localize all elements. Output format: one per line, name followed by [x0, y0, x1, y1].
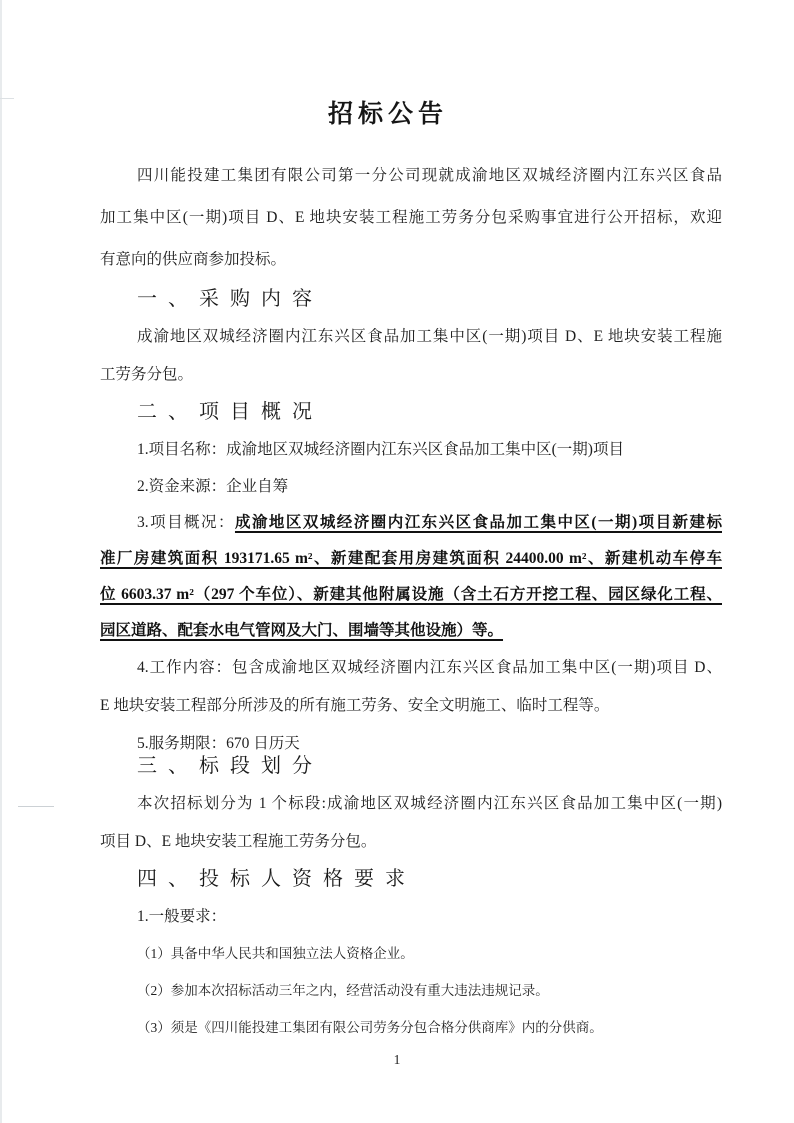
- text-line: [100, 468, 722, 505]
- text-line: [100, 505, 722, 541]
- bold-underlined-text-run: 位 6603.37 m²（297 个车位）、新建其他附属设施（含土石方开挖工程、园区绿化工程、: [100, 586, 722, 603]
- text-line: [100, 577, 722, 613]
- text-line: [100, 861, 722, 898]
- text-line: [100, 898, 722, 935]
- document-title: 招标公告: [327, 101, 448, 128]
- text-run: E 地块安装工程部分所涉及的所有施工劳务、安全文明施工、临时工程等。: [100, 697, 610, 714]
- scan-artifact-scratch-top: [0, 98, 14, 99]
- document-blocks: [100, 155, 722, 1046]
- requirement-3: [100, 1009, 722, 1046]
- text-line: [100, 613, 722, 649]
- text-run: 一、采购内容: [137, 288, 323, 310]
- intro-paragraph: [100, 155, 722, 281]
- project-name-item: [100, 431, 722, 468]
- scan-artifact-scratch-middle: [18, 806, 54, 807]
- section-2-heading: [100, 394, 722, 431]
- text-run: 1.项目名称：成渝地区双城经济圈内江东兴区食品加工集中区(一期)项目: [137, 441, 624, 458]
- text-run: （2）参加本次招标活动三年之内，经营活动没有重大违法违规记录。: [137, 983, 549, 998]
- text-run: 本次招标划分为 1 个标段:成渝地区双城经济圈内江东兴区食品加工集中区(一期): [137, 795, 722, 812]
- text-line: [100, 431, 722, 468]
- text-line: [100, 748, 722, 785]
- text-run: 有意向的供应商参加投标。: [100, 251, 287, 268]
- bold-underlined-text-run: 准厂房建筑面积 193171.65 m²、新建配套用房建筑面积 24400.00 m²、新建机动车停车: [100, 550, 722, 567]
- text-run: 加工集中区(一期)项目 D、E 地块安装工程施工劳务分包采购事宜进行公开招标，欢迎: [100, 209, 722, 226]
- bold-underlined-text-run: 成渝地区双城经济圈内江东兴区食品加工集中区(一期)项目新建标: [234, 514, 722, 531]
- text-line: [100, 197, 722, 239]
- project-overview-item: [100, 505, 722, 649]
- text-run: （1）具备中华人民共和国独立法人资格企业。: [137, 946, 414, 961]
- text-line: [100, 394, 722, 431]
- page-number: 1: [393, 1052, 401, 1067]
- text-line: [100, 785, 722, 823]
- text-line: [100, 318, 722, 356]
- text-run: 5.服务期限：670 日历天: [137, 735, 300, 752]
- text-line: [100, 1009, 722, 1046]
- procurement-content-paragraph: [100, 318, 722, 394]
- text-run: 项目 D、E 地块安装工程施工劳务分包。: [100, 833, 377, 850]
- text-run: 3.项目概况：: [137, 514, 235, 531]
- text-run: 四川能投建工集团有限公司第一分公司现就成渝地区双城经济圈内江东兴区食品: [137, 167, 722, 184]
- scan-artifact-left-edge: [0, 0, 2, 1123]
- text-line: [100, 687, 722, 725]
- text-run: 4.工作内容：包含成渝地区双城经济圈内江东兴区食品加工集中区(一期)项目 D、: [137, 659, 722, 676]
- text-run: （3）须是《四川能投建工集团有限公司劳务分包合格分供商库》内的分供商。: [137, 1020, 603, 1035]
- text-line: [100, 281, 722, 318]
- work-content-item: [100, 649, 722, 725]
- document-content: [100, 97, 722, 1046]
- text-run: 二、项目概况: [137, 401, 323, 423]
- requirement-1: [100, 935, 722, 972]
- text-line: [100, 649, 722, 687]
- text-line: [100, 239, 722, 281]
- text-run: 1.一般要求：: [137, 908, 227, 925]
- general-requirements-item: [100, 898, 722, 935]
- text-run: 成渝地区双城经济圈内江东兴区食品加工集中区(一期)项目 D、E 地块安装工程施: [137, 328, 722, 345]
- text-line: [100, 541, 722, 577]
- text-run: 工劳务分包。: [100, 366, 194, 383]
- text-run: 2.资金来源：企业自筹: [137, 478, 289, 495]
- text-run: 四、投标人资格要求: [137, 868, 416, 890]
- funding-source-item: [100, 468, 722, 505]
- text-line: [100, 823, 722, 861]
- text-run: 三、标段划分: [137, 755, 323, 777]
- requirement-2: [100, 972, 722, 1009]
- section-3-heading: [100, 748, 722, 785]
- text-line: [100, 935, 722, 972]
- bid-sections-paragraph: [100, 785, 722, 861]
- text-line: [100, 972, 722, 1009]
- section-1-heading: [100, 281, 722, 318]
- text-line: [100, 155, 722, 197]
- text-line: [100, 356, 722, 394]
- bold-underlined-text-run: 园区道路、配套水电气管网及大门、围墙等其他设施）等。: [100, 622, 504, 639]
- section-4-heading: [100, 861, 722, 898]
